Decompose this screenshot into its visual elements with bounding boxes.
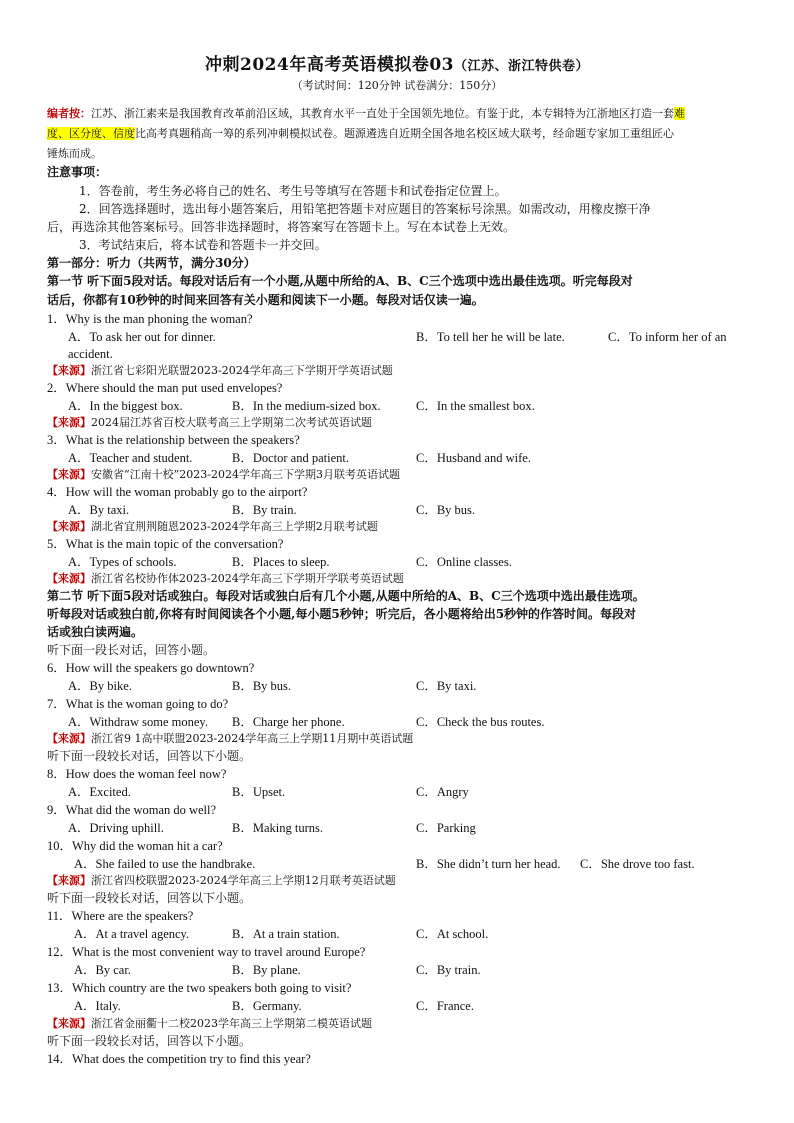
source-text: 浙江省金丽衢十二校2023学年高三上学期第二模英语试题 xyxy=(91,1017,372,1030)
question-4: 4．How will the woman probably go to the airport? xyxy=(47,485,308,499)
editor-note xyxy=(47,104,747,164)
option-b: B．Making turns. xyxy=(232,821,323,835)
source-tag: 【来源】 xyxy=(47,468,91,481)
question-2: 2．Where should the man put used envelopes? xyxy=(47,381,283,395)
option-a: A．Teacher and student. xyxy=(68,451,193,465)
option-b: B．By plane. xyxy=(232,963,301,977)
source-text: 浙江省四校联盟2023-2024学年高三上学期12月联考英语试题 xyxy=(91,874,396,887)
source-tag: 【来源】 xyxy=(47,520,91,533)
section1-instructions: 话后，你都有10秒钟的时间来回答有关小题和阅读下一小题。每段对话仅读一遍。 xyxy=(47,293,484,307)
option-a: A．By bike. xyxy=(68,679,132,693)
question-3: 3．What is the relationship between the speakers? xyxy=(47,433,300,447)
option-a: A．In the biggest box. xyxy=(68,399,183,413)
editor-note-text: 比高考真题稍高一筹的系列冲刺模拟试卷。题源遴选自近期全国各地名校区域大联考，经命题专家加工重组匠心 xyxy=(135,127,674,140)
question-14: 14．What does the competition try to find this year? xyxy=(47,1052,311,1066)
option-b: B．Upset. xyxy=(232,785,286,799)
notice-heading: 注意事项： xyxy=(47,165,108,179)
part1-heading: 第一部分：听力（共两节，满分30分） xyxy=(47,256,256,270)
option-c: C．Husband and wife. xyxy=(416,451,531,465)
editor-note-highlight: 难 xyxy=(674,107,685,120)
source-tag: 【来源】 xyxy=(47,874,91,887)
option-b: B．By train. xyxy=(232,503,297,517)
option-b: B．Doctor and patient. xyxy=(232,451,349,465)
page-title xyxy=(0,50,794,75)
source-line xyxy=(47,466,400,484)
option-a: A．To ask her out for dinner. xyxy=(68,330,216,344)
listen-instruction: 听下面一段较长对话，回答以下小题。 xyxy=(47,891,252,905)
source-text: 浙江省9 1高中联盟2023-2024学年高三上学期11月期中英语试题 xyxy=(91,732,414,745)
section2-instructions: 听每段对话或独白前,你将有时间阅读各个小题,每小题5秒钟；听完后，各小题将给出5秒钟的作答时间。每段对 xyxy=(47,607,637,621)
question-6: 6．How will the speakers go downtown? xyxy=(47,661,255,675)
source-line xyxy=(47,570,404,588)
source-tag: 【来源】 xyxy=(47,732,91,745)
source-line xyxy=(47,518,378,536)
option-b: B．Germany. xyxy=(232,999,302,1013)
question-8: 8．How does the woman feel now? xyxy=(47,767,227,781)
source-line xyxy=(47,872,396,890)
source-text: 2024届江苏省百校大联考高三上学期第二次考试英语试题 xyxy=(91,416,372,429)
option-a: A．She failed to use the handbrake. xyxy=(74,857,256,871)
notice-item: 1．答卷前，考生务必将自己的姓名、考生号等填写在答题卡和试卷指定位置上。 xyxy=(79,184,507,198)
editor-note-highlight: 度、区分度、信度 xyxy=(47,127,135,140)
question-12: 12．What is the most convenient way to travel around Europe? xyxy=(47,945,366,959)
listen-instruction: 听下面一段较长对话，回答以下小题。 xyxy=(47,749,252,763)
source-text: 湖北省宜荆荆随恩2023-2024学年高三上学期2月联考试题 xyxy=(91,520,378,533)
editor-note-text: 锤炼而成。 xyxy=(47,147,102,160)
listen-instruction: 听下面一段较长对话，回答以下小题。 xyxy=(47,1034,252,1048)
option-c: C．France. xyxy=(416,999,474,1013)
section2-instructions: 第二节 听下面5段对话或独白。每段对话或独白后有几个小题,从题中所给的A、B、C三个选项中选出最佳选项。 xyxy=(47,589,645,603)
question-13: 13．Which country are the two speakers both going to visit? xyxy=(47,981,352,995)
source-tag: 【来源】 xyxy=(47,572,91,585)
option-c-continued: accident. xyxy=(68,347,113,361)
editor-note-label: 编者按： xyxy=(47,107,91,120)
option-a: A．By car. xyxy=(74,963,131,977)
option-a: A．Types of schools. xyxy=(68,555,177,569)
source-line xyxy=(47,362,393,380)
source-text: 浙江省名校协作体2023-2024学年高三下学期开学联考英语试题 xyxy=(91,572,404,585)
question-9: 9．What did the woman do well? xyxy=(47,803,217,817)
option-c: C．Angry xyxy=(416,785,469,799)
title-text: 冲刺2024年高考英语模拟卷03 xyxy=(205,55,454,75)
question-1: 1．Why is the man phoning the woman? xyxy=(47,312,253,326)
title-subtitle: （江苏、浙江特供卷） xyxy=(453,59,589,74)
option-b: B．Charge her phone. xyxy=(232,715,345,729)
option-c: C．She drove too fast. xyxy=(580,857,695,871)
option-a: A．Driving uphill. xyxy=(68,821,164,835)
source-line xyxy=(47,414,372,432)
question-5: 5．What is the main topic of the conversation? xyxy=(47,537,284,551)
section1-instructions: 第一节 听下面5段对话。每段对话后有一个小题,从题中所给的A、B、C三个选项中选出最佳选项。听完每段对 xyxy=(47,274,633,288)
option-b: B．Places to sleep. xyxy=(232,555,330,569)
option-b: B．By bus. xyxy=(232,679,292,693)
option-c: C．Parking xyxy=(416,821,476,835)
source-text: 浙江省七彩阳光联盟2023-2024学年高三下学期开学英语试题 xyxy=(91,364,393,377)
option-a: A．Italy. xyxy=(74,999,121,1013)
option-c: C．By bus. xyxy=(416,503,476,517)
option-c: C．At school. xyxy=(416,927,489,941)
editor-note-text: 江苏、浙江素来是我国教育改革前沿区域，其教育水平一直处于全国领先地位。有鉴于此，本专辑特为江浙地区打造一套 xyxy=(91,107,674,120)
option-c: C．By taxi. xyxy=(416,679,477,693)
source-line xyxy=(47,1015,372,1033)
question-10: 10．Why did the woman hit a car? xyxy=(47,839,223,853)
source-line xyxy=(47,730,413,748)
option-c: C．In the smallest box. xyxy=(416,399,535,413)
question-11: 11．Where are the speakers? xyxy=(47,909,194,923)
option-b: B．She didn’t turn her head. xyxy=(416,857,561,871)
option-b: B．To tell her he will be late. xyxy=(416,330,565,344)
notice-item: 后，再选涂其他答案标号。回答非选择题时，将答案写在答题卡上。写在本试卷上无效。 xyxy=(47,220,516,234)
section2-instructions: 话或独白读两遍。 xyxy=(47,625,144,639)
option-b: B．At a train station. xyxy=(232,927,340,941)
source-tag: 【来源】 xyxy=(47,1017,91,1030)
option-a: A．By taxi. xyxy=(68,503,130,517)
question-7: 7．What is the woman going to do? xyxy=(47,697,229,711)
option-c: C．By train. xyxy=(416,963,481,977)
source-text: 安徽省“江南十校”2023-2024学年高三下学期3月联考英语试题 xyxy=(91,468,400,481)
source-tag: 【来源】 xyxy=(47,416,91,429)
exam-info: （考试时间：120分钟 试卷满分：150分） xyxy=(291,79,503,92)
option-c: C．Check the bus routes. xyxy=(416,715,545,729)
notice-item: 3．考试结束后，将本试卷和答题卡一并交回。 xyxy=(79,238,327,252)
source-tag: 【来源】 xyxy=(47,364,91,377)
option-a: A．At a travel agency. xyxy=(74,927,190,941)
option-c: C．Online classes. xyxy=(416,555,512,569)
option-a: A．Withdraw some money. xyxy=(68,715,208,729)
option-b: B．In the medium-sized box. xyxy=(232,399,381,413)
option-c: C．To inform her of an xyxy=(608,330,727,344)
notice-item: 2．回答选择题时，选出每小题答案后，用铅笔把答题卡对应题目的答案标号涂黑。如需改动，用橡皮擦干净 xyxy=(79,202,651,216)
option-a: A．Excited. xyxy=(68,785,131,799)
listen-instruction: 听下面一段长对话，回答小题。 xyxy=(47,643,216,657)
